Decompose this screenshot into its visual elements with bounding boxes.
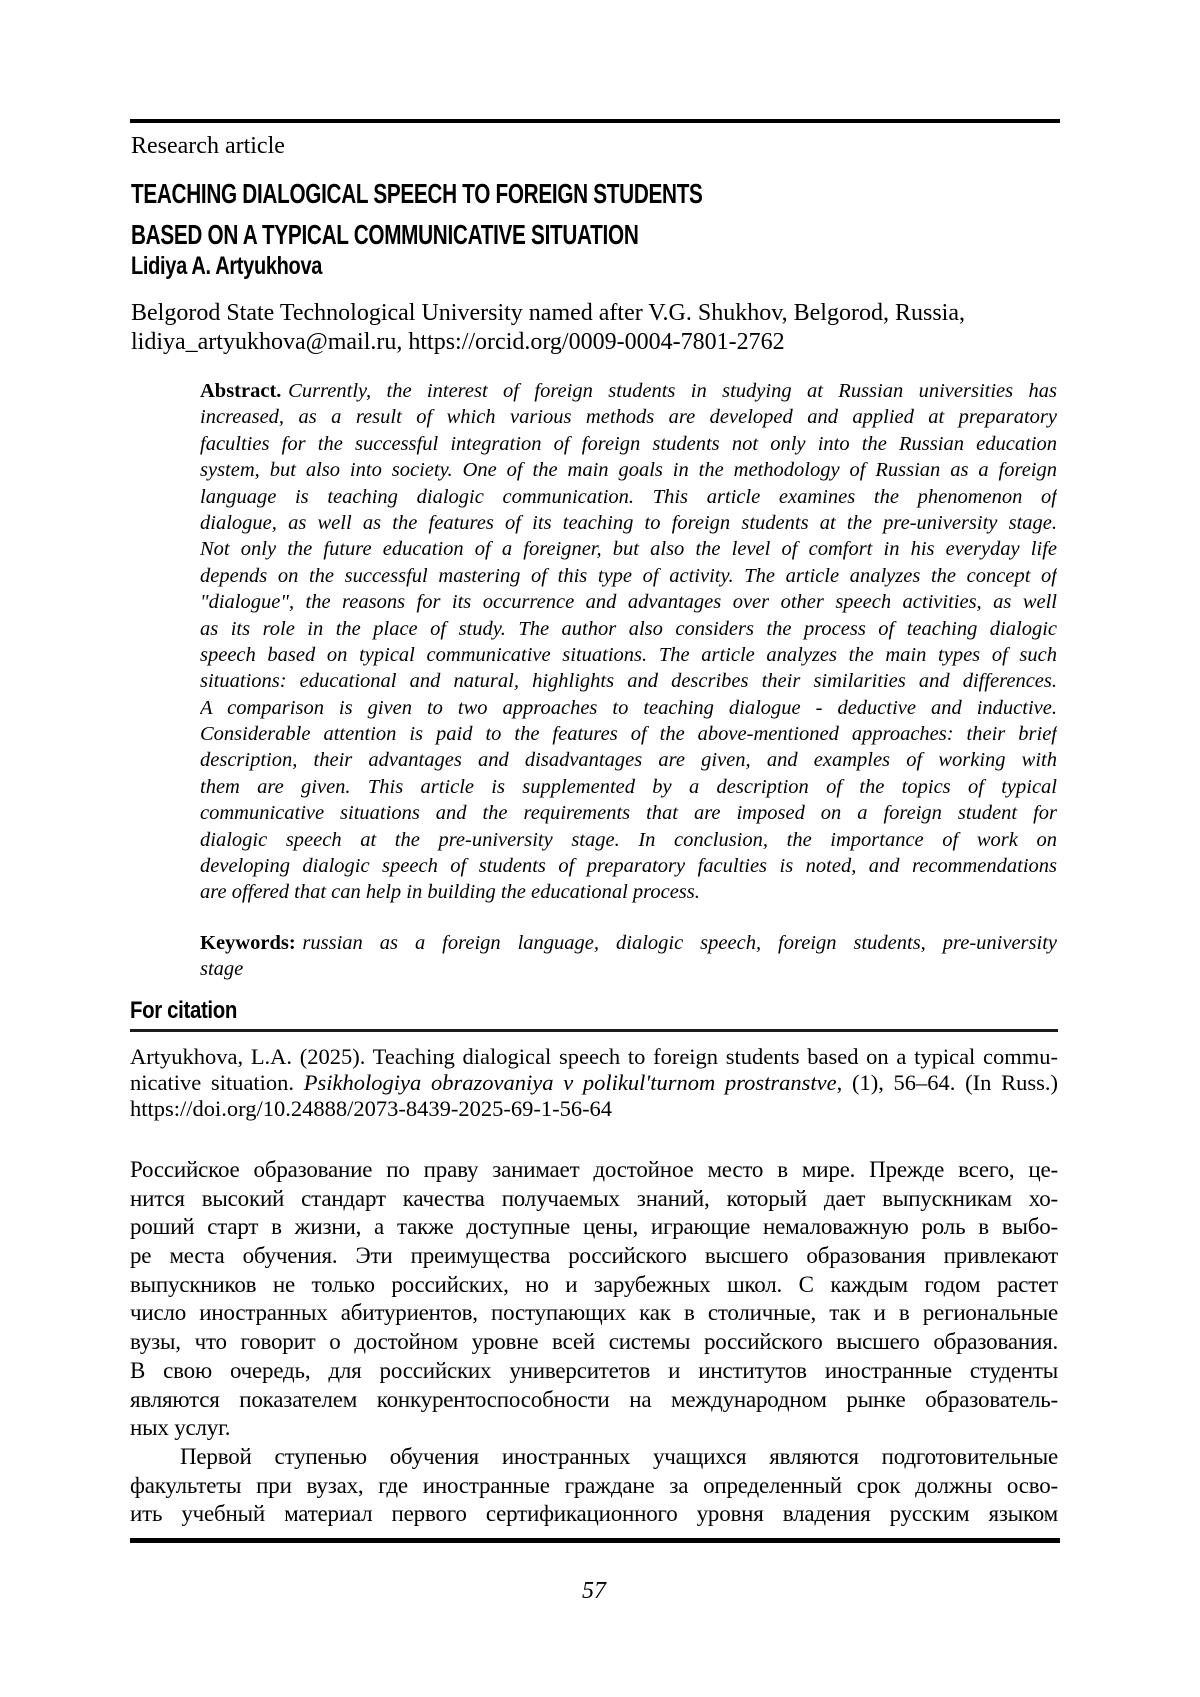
body-text [130,1156,1058,1529]
abstract-line: Not only the future education of a foreigner, but also the level of comfort in his everyday life [200,538,1057,561]
title-line: BASED ON A TYPICAL COMMUNICATIVE SITUATION [131,219,639,250]
header-rule [130,119,1060,123]
author-name-text: Lidiya A. Artyukhova [131,252,323,280]
citation-line-suffix: , (1), 56–64. (In Russ.) [836,1070,1058,1095]
body-line: вузы, что говорит о достойном уровне всей системы российского высшего образования. [130,1329,1058,1355]
footer-rule [130,1538,1060,1543]
abstract-line-text: Currently, the interest of foreign students in studying at Russian universities has [288,380,1057,402]
abstract-line: situations: educational and natural, highlights and describes their similarities and differences. [200,670,1057,693]
abstract-section [200,378,1057,906]
abstract-line: depends on the successful mastering of this type of activity. The article analyzes the concept of [200,564,1057,587]
abstract-line: communicative situations and the requirements that are imposed on a foreign student for [200,802,1057,825]
body-line: выпускников не только российских, но и зарубежных школ. С каждым годом растет [130,1271,1058,1297]
body-line: ить учебный материал первого сертификационного уровня владения русским языком [130,1501,1058,1527]
article-title [131,176,903,258]
abstract-line: "dialogue", the reasons for its occurrence and advantages over other speech activities, as well [200,591,1057,614]
keywords-section [200,930,1057,983]
body-line: Первой ступенью обучения иностранных учащихся являются подготовительные [180,1443,1058,1469]
abstract-line: Considerable attention is paid to the features of the above-mentioned approaches: their brief [200,723,1057,746]
for-citation-rule [130,1029,1058,1032]
article-type-label: Research article [131,133,285,159]
body-line: являются показателем конкурентоспособности на международном рынке образователь- [130,1386,1058,1412]
author-name [131,252,370,281]
affiliation [131,299,1059,357]
citation-line-prefix: nicative situation. [130,1070,304,1095]
abstract-line: language is teaching dialogic communication. This article examines the phenomenon of [200,485,1057,508]
body-line: ре места обучения. Эти преимущества российского высшего образования привлекают [130,1243,1058,1269]
affiliation-line: Belgorod State Technological University named after V.G. Shukhov, Belgorod, Russia, [131,300,965,326]
abstract-line [200,378,1057,404]
keywords-line: stage [200,958,244,981]
abstract-line: as its role in the place of study. The author also considers the process of teaching dialogic [200,617,1057,640]
abstract-line: them are given. This article is supplemented by a description of the topics of typical [200,775,1057,798]
body-line: факультеты при вузах, где иностранные граждане за определенный срок должны осво- [130,1472,1058,1498]
body-line: число иностранных абитуриентов, поступающих как в столичные, так и в региональные [130,1300,1058,1326]
abstract-line: A comparison is given to two approaches to teaching dialogue - deductive and inductive. [200,696,1057,719]
keywords-label: Keywords: [200,932,296,954]
citation-doi: https://doi.org/10.24888/2073-8439-2025-69-1-56-64 [130,1096,613,1121]
abstract-label: Abstract. [200,380,282,402]
citation-line: Artyukhova, L.A. (2025). Teaching dialogical speech to foreign students based on a typical commu- [130,1044,1058,1069]
for-citation-heading [130,997,256,1025]
citation-block [130,1044,1058,1122]
affiliation-line: lidiya_artyukhova@mail.ru, https://orcid.org/0009-0004-7801-2762 [131,329,785,355]
body-line: роший старт в жизни, а также доступные цены, играющие немаловажную роль в выбо- [130,1214,1058,1240]
abstract-line: developing dialogic speech of students of preparatory faculties is noted, and recommendations [200,855,1057,878]
body-line: ных услуг. [130,1415,231,1441]
for-citation-heading-text: For citation [130,997,237,1024]
abstract-line: faculties for the successful integration of foreign students not only into the Russian education [200,432,1057,455]
abstract-line: description, their advantages and disadvantages are given, and examples of working with [200,749,1057,772]
abstract-line: dialogic speech at the pre-university stage. In conclusion, the importance of work on [200,828,1057,851]
abstract-line: speech based on typical communicative situations. The article analyzes the main types of such [200,643,1057,666]
abstract-line: system, but also into society. One of the main goals in the methodology of Russian as a foreign [200,459,1057,482]
abstract-line: increased, as a result of which various methods are developed and applied at preparatory [200,406,1057,429]
citation-journal-title: Psikhologiya obrazovaniya v polikul'turnom prostranstve [303,1070,837,1095]
page-number: 57 [582,1578,606,1604]
abstract-line: dialogue, as well as the features of its teaching to foreign students at the pre-university stage. [200,511,1057,534]
body-line: нится высокий стандарт качества получаемых знаний, который дает выпускникам хо- [130,1185,1058,1211]
title-line: TEACHING DIALOGICAL SPEECH TO FOREIGN STUDENTS [131,178,703,209]
keywords-line-text: russian as a foreign language, dialogic speech, foreign students, pre-university [302,932,1057,954]
body-line: В свою очередь, для российских университетов и институтов иностранные студенты [130,1357,1058,1383]
abstract-line: are offered that can help in building the educational process. [200,881,700,904]
body-line: Российское образование по праву занимает достойное место в мире. Прежде всего, це- [130,1157,1058,1182]
citation-line [130,1070,1058,1096]
keywords-line [200,930,1057,956]
